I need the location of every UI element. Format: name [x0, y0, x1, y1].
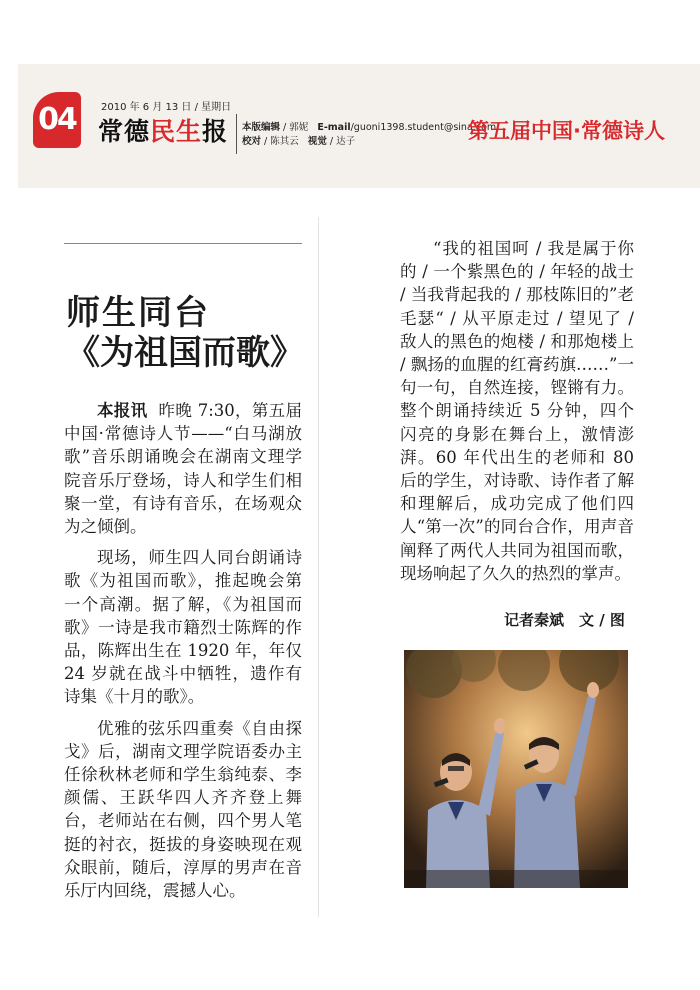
stage-photo-image	[404, 650, 628, 888]
paper-name-highlight: 民生	[150, 117, 203, 146]
credits-line-2	[242, 135, 496, 149]
email-label: E-mail	[317, 122, 351, 133]
proof-name: / 陈其云	[261, 136, 299, 147]
article-body-right	[400, 237, 634, 585]
masthead	[18, 64, 700, 188]
article-left-column	[48, 217, 319, 917]
issue-date: 2010 年 6 月 13 日 / 星期日	[101, 102, 232, 113]
article-body-left	[64, 399, 302, 902]
stage-photo	[404, 650, 628, 888]
paragraph-2: 现场，师生四人同台朗诵诗歌《为祖国而歌》，推起晚会第一个高潮。据了解，《为祖国而歌》一诗是我市籍烈士陈辉的作品，陈辉出生在 1920 年，年仅 24 岁就在战斗中牺牲，遗作有诗集《十月的歌》。	[64, 548, 302, 707]
visual-name: / 达子	[326, 136, 356, 147]
credits-line-1	[242, 121, 496, 135]
article-right-column	[386, 217, 648, 917]
editorial-credits	[242, 121, 496, 149]
lead-tag: 本报讯	[97, 401, 148, 420]
paper-name-right: 报	[202, 117, 229, 146]
byline: 记者秦斌 文 / 图	[504, 611, 625, 629]
section-banner: 第五届中国·常德诗人	[468, 119, 665, 143]
paragraph-4: “我的祖国呵 / 我是属于你的 / 一个紫黑色的 / 年轻的战士 / 当我背起我的 / 那枝陈旧的”老毛瑟“ / 从平原走过 / 望见了 / 敌人的黑色的炮楼 / 和那炮楼上 / 飘扬的血腥的红膏药旗……”一句一句，自然连接，铿锵有力。整个朗诵持续近 5 分钟，四个闪亮的身影在舞台上，激情澎湃。60 年代出生的老师和 80 后的学生，对诗歌、诗作者了解和理解后，成功完成了他们四人“第一次”的同台合作，用声音阐释了两代人共同为祖国而歌，现场响起了久久的热烈的掌声。	[400, 239, 634, 583]
headline-line-2: 《为祖国而歌》	[66, 333, 304, 373]
paragraph-3: 优雅的弦乐四重奏《自由探戈》后，湖南文理学院语委办主任徐秋林老师和学生翁纯泰、李颜儒、王跃华四人齐齐登上舞台，老师站在右侧，四个男人笔挺的衬衣，挺拔的身姿映现在观众眼前，随后，淳厚的男声在音乐厅内回绕，震撼人心。	[64, 718, 302, 901]
editor-label: 本版编辑	[242, 122, 281, 133]
header-divider	[236, 114, 237, 154]
paragraph-1-text: 昨晚 7:30，第五届中国·常德诗人节——“白马湖放歌”音乐朗诵晚会在湖南文理学院音乐厅登场，诗人和学生们相聚一堂，有诗有音乐，在场观众为之倾倒。	[64, 401, 302, 537]
top-rule	[64, 243, 302, 244]
proof-label: 校对	[242, 136, 262, 147]
paper-name-left: 常德	[98, 117, 151, 146]
headline-line-1: 师生同台	[66, 293, 210, 333]
paper-name	[98, 112, 228, 148]
page-number-badge: 04	[33, 92, 81, 148]
email-value: /guoni1398.student@sina.com	[350, 122, 497, 133]
paragraph-1	[64, 399, 302, 538]
editor-name: / 郭妮	[280, 122, 309, 133]
visual-label: 视觉	[307, 136, 327, 147]
